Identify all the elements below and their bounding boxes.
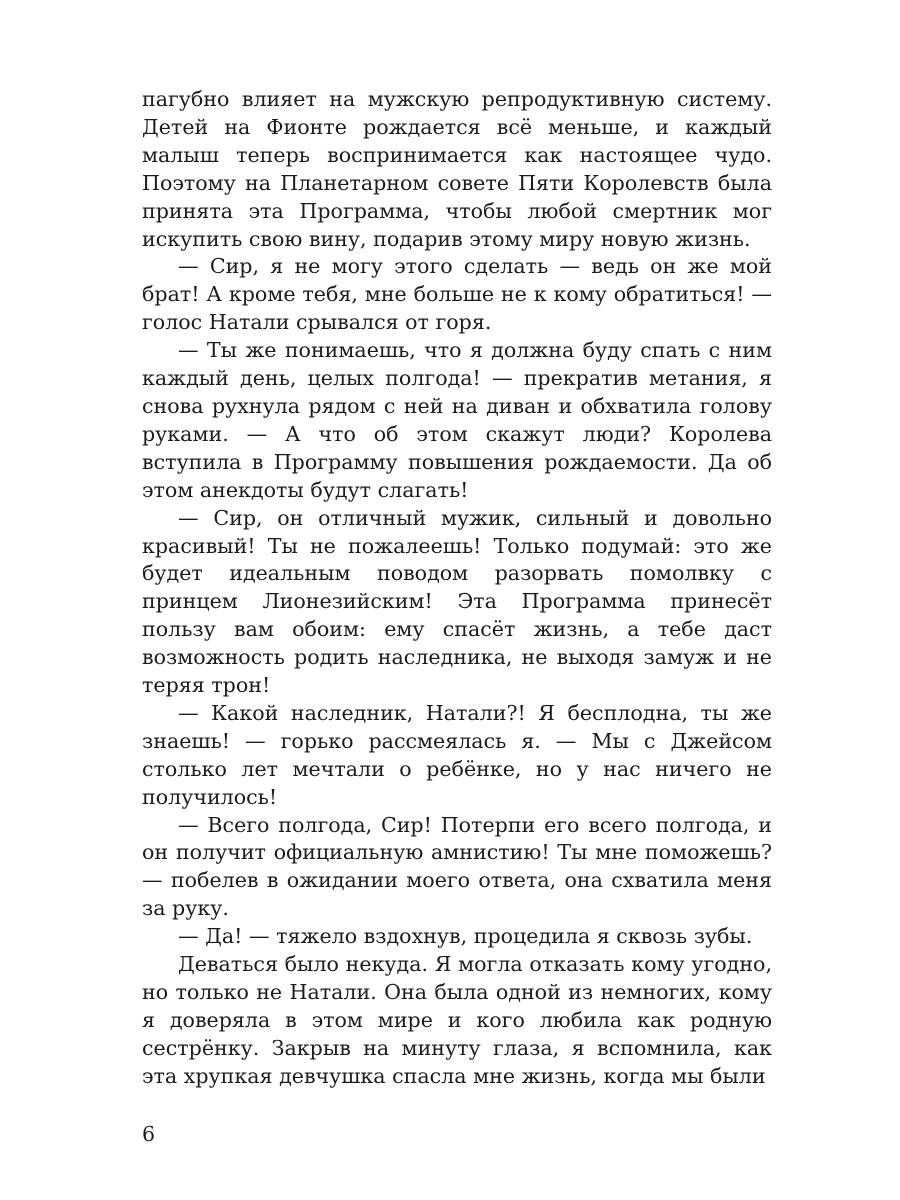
paragraph-dialogue: — Сир, я не могу этого сделать — ведь он же мой брат! А кроме тебя, мне больше не к кому обратиться! — голос Натали срывался от горя.: [142, 254, 772, 335]
body-text: [142, 86, 772, 1091]
paragraph-dialogue: — Сир, он отличный мужик, сильный и довольно красивый! Ты не пожалеешь! Только подумай: это же будет идеальным поводом разорвать помолвку с принцем Лионезийским! Эта Программа принесёт пользу вам обоим: ему спасёт жизнь, а тебе даст возможность родить наследника, не выходя замуж и не теряя трон!: [142, 505, 772, 698]
paragraph-dialogue: — Какой наследник, Натали?! Я бесплодна, ты же знаешь! — горько рассмеялась я. — Мы с Джейсом столько лет мечтали о ребёнке, но у нас ничего не получилось!: [142, 700, 772, 809]
page-number: 6: [142, 1122, 156, 1146]
paragraph-dialogue: — Ты же понимаешь, что я должна буду спать с ним каждый день, целых полгода! — прекратив метания, я снова рухнула рядом с ней на диван и обхватила голову руками. — А что об этом скажут люди? Королева вступила в Программу повышения рождаемости. Да об этом анекдоты будут слагать!: [142, 338, 772, 502]
paragraph-dialogue: — Всего полгода, Сир! Потерпи его всего полгода, и он получит официальную амнистию! Ты мне поможешь? — побелев в ожидании моего ответа, она схватила меня за руку.: [142, 812, 772, 921]
paragraph-dialogue: — Да! — тяжело вздохнув, процедила я сквозь зубы.: [178, 924, 753, 949]
paragraph-continuation: пагубно влияет на мужскую репродуктивную систему. Детей на Фионте рождается всё меньше, и каждый малыш теперь воспринимается как настоящее чудо. Поэтому на Планетарном совете Пяти Королевств была принята эта Программа, чтобы любой смертник мог искупить свою вину, подарив этому миру новую жизнь.: [142, 87, 772, 251]
paragraph-narration: Деваться было некуда. Я могла отказать кому угодно, но только не Натали. Она была одной из немногих, кому я доверяла в этом мире и кого любила как родную сестрёнку. Закрыв на минуту глаза, я вспомнила, как эта хрупкая девчушка спасла мне жизнь, когда мы были: [142, 952, 772, 1088]
